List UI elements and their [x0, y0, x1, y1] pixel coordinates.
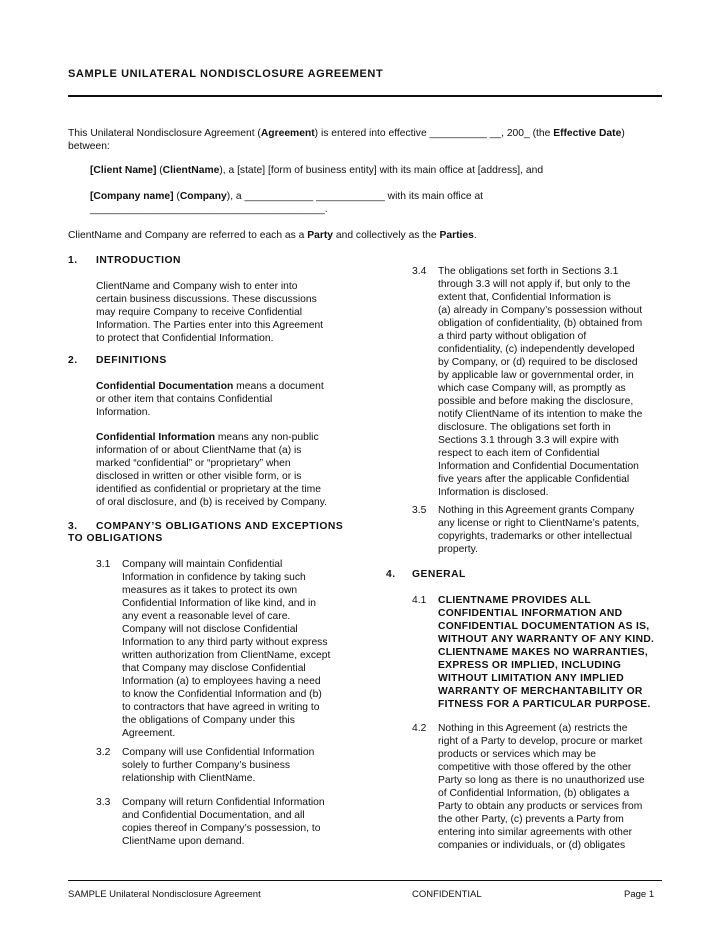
- text-line: obligation of confidentiality, (b) obtained from: [438, 318, 643, 329]
- text-line: means a document: [233, 381, 324, 392]
- company-name: [Company name]: [90, 191, 174, 202]
- text-line: means any non-public: [214, 432, 319, 443]
- effective-date-term: Effective Date: [553, 128, 622, 139]
- section-2-heading: DEFINITIONS: [96, 355, 167, 366]
- clause-3-5-number: 3.5: [412, 505, 427, 516]
- text-line: disclosed in written or other visible form, or is: [96, 471, 302, 482]
- text-line: notify ClientName of its intention to make the: [438, 409, 643, 420]
- text-line: Company will maintain Confidential: [122, 559, 283, 570]
- text-line: and Confidential Documentation, and all: [122, 810, 305, 821]
- text-line: Information. The Parties enter into this Agreement: [96, 320, 324, 331]
- footer-rule: [68, 880, 662, 881]
- text-line: WITHOUT ANY WARRANTY OF ANY KIND.: [438, 634, 655, 645]
- text-line: extent that, Confidential Information is: [438, 292, 611, 303]
- text-line: solely to further Company’s business: [122, 760, 291, 771]
- text-line: Company will return Confidential Information: [122, 797, 325, 808]
- clause-3-3-body: [122, 796, 325, 848]
- text-line: Party so long as there is no unauthorized use: [438, 775, 645, 786]
- paren: (: [173, 191, 180, 202]
- text-line: may require Company to receive Confidential: [96, 307, 303, 318]
- text-line: the obligations of Company under this: [122, 715, 295, 726]
- text-line: written authorization from ClientName, except: [122, 650, 331, 661]
- text-line: which case Company will, as promptly as: [438, 383, 626, 394]
- clause-4-2-body: [438, 722, 645, 852]
- client-short-name: ClientName: [162, 165, 220, 176]
- party-term: Party: [307, 230, 334, 241]
- clause-3-4-number: 3.4: [412, 266, 427, 277]
- clause-3-4-body: [438, 265, 642, 499]
- text-line: Information.: [96, 407, 151, 418]
- text-line: companies or individuals, or (d) obligates: [438, 840, 626, 851]
- company-rest: ), a ____________ ____________ with its main office at: [226, 191, 484, 202]
- parties-text-mid: and collectively as the: [333, 230, 440, 241]
- intro-text-post: ): [621, 128, 625, 139]
- title-rule: [68, 95, 662, 97]
- text-line: ClientName upon demand.: [122, 836, 245, 847]
- text-line: any event a reasonable level of care.: [122, 611, 291, 622]
- text-line: Information (a) to employees having a need: [122, 676, 321, 687]
- text-line: Agreement.: [122, 728, 176, 739]
- section-4-heading: GENERAL: [412, 569, 466, 580]
- text-line: by applicable law or governmental order, in: [438, 370, 634, 381]
- parties-text: ClientName and Company are referred to each as a: [68, 230, 308, 241]
- company-party-block: [90, 190, 483, 216]
- footer-left: SAMPLE Unilateral Nondisclosure Agreement: [68, 889, 261, 900]
- parties-term: Parties: [439, 230, 474, 241]
- text-line: right of a Party to develop, procure or market: [438, 736, 643, 747]
- defined-term: Confidential Documentation: [96, 381, 234, 392]
- definition-confidential-information: [96, 431, 327, 509]
- intro-text-mid: ) is entered into effective __________ __, 200_ (the: [314, 128, 554, 139]
- paren: (: [156, 165, 163, 176]
- text-line: certain business discussions. These discussions: [96, 294, 317, 305]
- text-line: possible and before making the disclosure,: [438, 396, 634, 407]
- footer-confidential: CONFIDENTIAL: [412, 889, 482, 900]
- text-line: to know the Confidential Information and (b): [122, 689, 322, 700]
- clause-4-1-number: 4.1: [412, 595, 427, 606]
- section-3-heading: COMPANY’S OBLIGATIONS AND EXCEPTIONS: [96, 521, 344, 532]
- text-line: Confidential Information of like kind, and in: [122, 598, 317, 609]
- clause-4-2-number: 4.2: [412, 723, 427, 734]
- text-line: ClientName and Company wish to enter into: [96, 281, 298, 292]
- text-line: products or services which may be: [438, 749, 596, 760]
- text-line: confidentiality, (c) independently developed: [438, 344, 635, 355]
- text-line: a third party without obligation of: [438, 331, 587, 342]
- text-line: The obligations set forth in Sections 3.1: [438, 266, 619, 277]
- agreement-term: Agreement: [260, 128, 315, 139]
- text-line: WARRANTY OF MERCHANTABILITY OR: [438, 686, 643, 697]
- section-1-heading: INTRODUCTION: [96, 255, 181, 266]
- text-line: through 3.3 will not apply if, but only to the: [438, 279, 631, 290]
- text-line: FITNESS FOR A PARTICULAR PURPOSE.: [438, 699, 651, 710]
- text-line: Information and Confidential Documentation: [438, 461, 639, 472]
- text-line: CONFIDENTIAL DOCUMENTATION AS IS,: [438, 621, 650, 632]
- text-line: the other Party, (c) prevents a Party from: [438, 814, 624, 825]
- clause-3-3-number: 3.3: [96, 797, 111, 808]
- text-line: copyrights, trademarks or other intellectual: [438, 531, 633, 542]
- clause-3-1-number: 3.1: [96, 559, 111, 570]
- client-name: [Client Name]: [90, 165, 157, 176]
- clause-3-2-body: [122, 746, 314, 785]
- company-address-line: _________________________________________.: [90, 204, 328, 215]
- clause-3-1-body: [122, 558, 330, 740]
- text-line: Sections 3.1 through 3.3 will expire with: [438, 435, 619, 446]
- section-4-number: 4.: [386, 569, 396, 580]
- text-line: or other item that contains Confidential: [96, 394, 273, 405]
- text-line: property.: [438, 544, 478, 555]
- document-title: SAMPLE UNILATERAL NONDISCLOSURE AGREEMENT: [68, 68, 384, 80]
- section-3-heading-cont: TO OBLIGATIONS: [68, 533, 163, 544]
- intro-text: This Unilateral Nondisclosure Agreement (: [68, 128, 261, 139]
- text-line: copies thereof in Company’s possession, to: [122, 823, 321, 834]
- text-line: Nothing in this Agreement (a) restricts the: [438, 723, 628, 734]
- text-line: five years after the applicable Confidential: [438, 474, 630, 485]
- text-line: CLIENTNAME PROVIDES ALL: [438, 595, 591, 606]
- section-1-body: [96, 280, 323, 345]
- text-line: WITHOUT LIMITATION ANY IMPLIED: [438, 673, 624, 684]
- text-line: CONFIDENTIAL INFORMATION AND: [438, 608, 623, 619]
- text-line: CLIENTNAME MAKES NO WARRANTIES,: [438, 647, 649, 658]
- text-line: of oral disclosure, and (b) is received by Company.: [96, 497, 328, 508]
- clause-3-2-number: 3.2: [96, 747, 111, 758]
- section-2-number: 2.: [68, 355, 78, 366]
- text-line: entering into similar agreements with other: [438, 827, 633, 838]
- text-line: Company will use Confidential Information: [122, 747, 315, 758]
- text-line: information of or about ClientName that (a) is: [96, 445, 302, 456]
- defined-term: Confidential Information: [96, 432, 215, 443]
- text-line: Information to any third party without express: [122, 637, 328, 648]
- text-line: Information in confidence by taking such: [122, 572, 306, 583]
- client-rest: ), a [state] [form of business entity] with its main office at [address], and: [219, 165, 544, 176]
- clause-4-1-body: [438, 594, 654, 711]
- text-line: Party to obtain any products or services from: [438, 801, 643, 812]
- text-line: Company will not disclose Confidential: [122, 624, 298, 635]
- parties-text-post: .: [473, 230, 477, 241]
- company-short-name: Company: [179, 191, 227, 202]
- text-line: competitive with those offered by the other: [438, 762, 632, 773]
- parties-paragraph: [68, 229, 477, 242]
- text-line: of Confidential Information, (b) obligates a: [438, 788, 630, 799]
- text-line: that Company may disclose Confidential: [122, 663, 306, 674]
- definition-confidential-documentation: [96, 380, 324, 419]
- text-line: measures as it takes to protect its own: [122, 585, 298, 596]
- text-line: by Company, or (d) required to be disclosed: [438, 357, 638, 368]
- clause-3-5-body: [438, 504, 639, 556]
- text-line: EXPRESS OR IMPLIED, INCLUDING: [438, 660, 622, 671]
- text-line: any license or right to ClientName’s patents,: [438, 518, 640, 529]
- text-line: respect to each item of Confidential: [438, 448, 600, 459]
- client-party-line: [90, 164, 543, 177]
- text-line: relationship with ClientName.: [122, 773, 256, 784]
- text-line: marked “confidential” or “proprietary” when: [96, 458, 291, 469]
- text-line: Information is disclosed.: [438, 487, 549, 498]
- intro-line2: between:: [68, 141, 110, 152]
- text-line: disclosure. The obligations set forth in: [438, 422, 611, 433]
- section-3-number: 3.: [68, 521, 78, 532]
- text-line: identified as confidential or proprietary at the time: [96, 484, 321, 495]
- footer-page-number: Page 1: [624, 889, 655, 900]
- section-1-number: 1.: [68, 255, 78, 266]
- text-line: to protect that Confidential Information.: [96, 333, 274, 344]
- text-line: Nothing in this Agreement grants Company: [438, 505, 635, 516]
- text-line: (a) already in Company’s possession without: [438, 305, 643, 316]
- intro-paragraph: [68, 127, 668, 153]
- text-line: to contractors that have agreed in writing to: [122, 702, 320, 713]
